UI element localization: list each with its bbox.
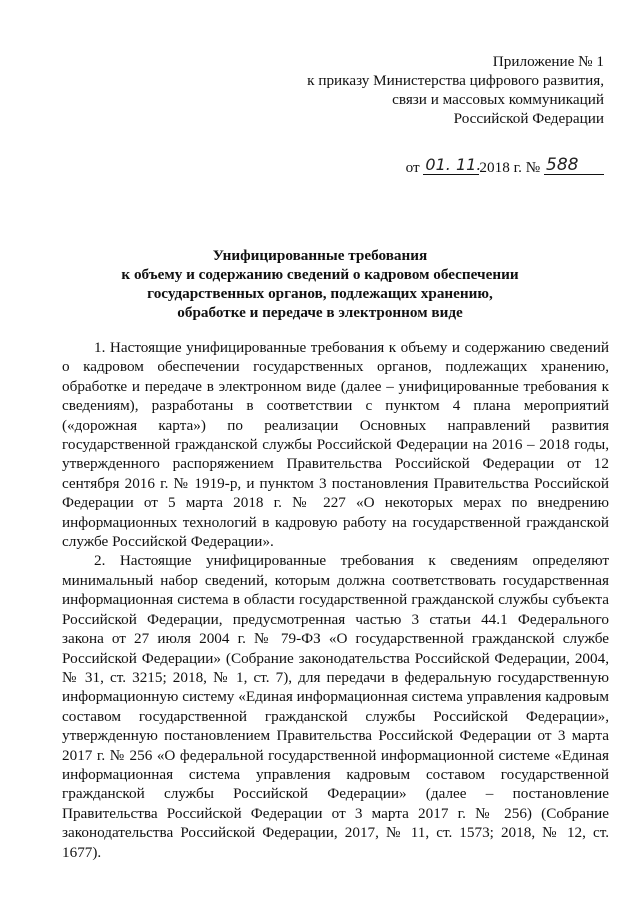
appendix-ministry-line: связи и массовых коммуникаций — [392, 91, 604, 108]
paragraph-2: 2. Настоящие унифицированные требования к сведениям определяют минимальный набор сведений, которым должна соответствовать государственная информационная система в области государственной гражданской службы субъекта Российской Федерации, предусмотренная частью 3 статьи 44.1 Федерального закона от 27 июля 2004 г. № 79-ФЗ «О государственной гражданской службе Российской Федерации» (Собрание законодательства Российской Федерации, 2004, № 31, ст. 3215; 2018, № 1, ст. 7), для передачи в федеральную государственную информационную систему «Единая информационная система управления кадровым составом государственной гражданской службы Российской Федерации», утвержденную постановлением Правительства Российской Федерации от 3 марта 2017 г. № 256 «О федеральной государственной информационной системе «Единая информационная система управления кадровым составом государственной гражданской службы Российской Федерации» (далее – постановление Правительства Российской Федерации от 3 марта 2017 г. № 256) (Собрание законодательства Российской Федерации, 2017, № 11, ст. 1573; 2018, № 12, ст. 1677). — [62, 552, 609, 861]
title-line-2: к объему и содержанию сведений о кадровом обеспечении — [121, 266, 519, 283]
document-title — [60, 246, 580, 322]
title-line-4: обработке и передаче в электронном виде — [177, 304, 463, 321]
handwritten-date: 01. 11. — [425, 155, 482, 174]
appendix-country-line: Российской Федерации — [453, 110, 604, 127]
order-date-line — [405, 155, 604, 177]
appendix-header — [307, 52, 604, 128]
title-line-3: государственных органов, подлежащих хранению, — [147, 285, 493, 302]
paragraph-1: 1. Настоящие унифицированные требования к объему и содержанию сведений о кадровом обеспечении государственных органов, подлежащих хранению, обработке и передаче в электронном виде (далее – унифицированные требования к сведениям), разработаны в соответствии с пунктом 4 плана мероприятий («дорожная карта») по реализации Основных направлений развития государственной гражданской службы Российской Федерации на 2016 – 2018 годы, утвержденного распоряжением Правительства Российской Федерации от 12 сентября 2016 г. № 1919-р, и пунктом 3 постановления Правительства Российской Федерации от 5 марта 2018 г. № 227 «О некоторых мерах по внедрению информационных технологий в кадровую работу на государственной гражданской службе Российской Федерации». — [62, 339, 609, 551]
document-body — [62, 338, 609, 862]
handwritten-order-number: 588 — [544, 156, 604, 175]
date-year: 2018 г. № — [479, 159, 541, 176]
appendix-number: Приложение № 1 — [492, 53, 604, 70]
appendix-order-line: к приказу Министерства цифрового развития, — [307, 72, 604, 89]
date-prefix: от — [405, 159, 420, 176]
title-line-1: Унифицированные требования — [212, 247, 428, 264]
